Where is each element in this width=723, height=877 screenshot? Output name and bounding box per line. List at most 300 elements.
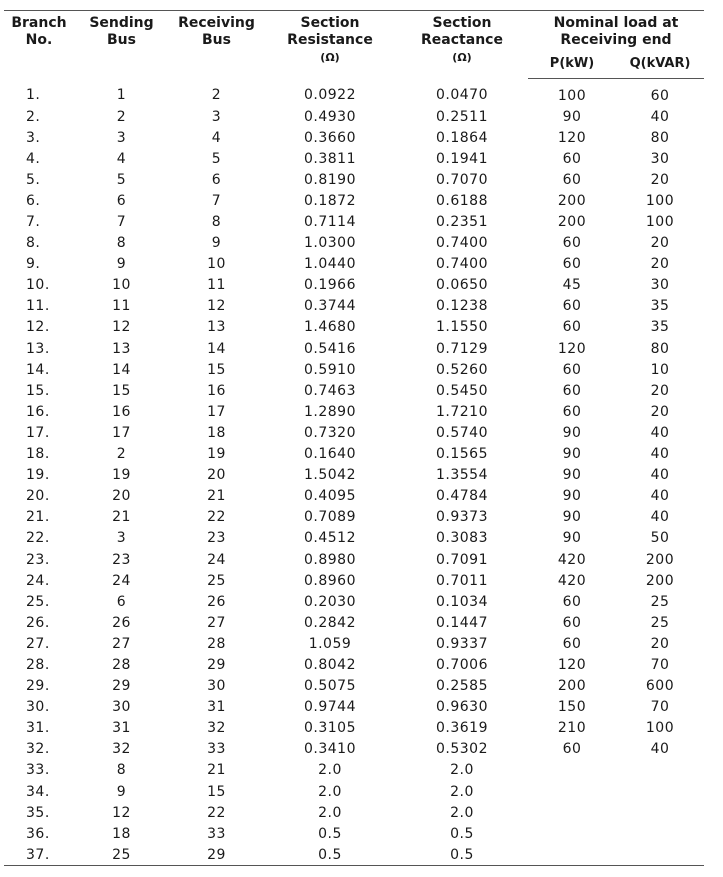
reactance-cell: 0.6188 <box>436 192 488 209</box>
sending-bus-cell: 27 <box>112 635 131 652</box>
resistance-cell: 0.3744 <box>304 298 356 315</box>
q-kvar-cell <box>616 802 704 823</box>
sending-bus-cell: 31 <box>112 720 131 737</box>
resistance-cell: 0.5416 <box>304 340 356 357</box>
q-kvar-cell: 40 <box>650 108 670 125</box>
receiving-bus-cell: 24 <box>207 551 226 568</box>
resistance-cell: 2.0 <box>318 783 342 800</box>
resistance-cell: 1.4680 <box>304 319 356 336</box>
resistance-cell: 0.1966 <box>304 277 356 294</box>
table-row <box>4 844 704 866</box>
sending-bus-cell: 6 <box>116 593 127 610</box>
reactance-cell: 0.7091 <box>436 551 488 568</box>
q-kvar-cell: 60 <box>650 87 670 104</box>
table-row <box>4 106 704 127</box>
reactance-cell: 1.3554 <box>436 467 488 484</box>
table-row <box>4 802 704 823</box>
q-kvar-cell: 35 <box>650 298 670 315</box>
reactance-cell: 0.1238 <box>436 298 488 315</box>
resistance-cell: 1.5042 <box>304 467 356 484</box>
p-kw-cell: 90 <box>562 467 582 484</box>
q-kvar-cell: 10 <box>650 361 670 378</box>
q-kvar-cell: 20 <box>650 171 670 188</box>
table-row <box>4 760 704 781</box>
table-row <box>4 654 704 675</box>
resistance-unit: (Ω) <box>320 51 340 64</box>
resistance-cell: 0.4930 <box>304 108 356 125</box>
receiving-bus-cell: 17 <box>207 403 226 420</box>
header-branch-no: Branch No. <box>4 11 74 79</box>
p-kw-cell: 60 <box>562 635 582 652</box>
resistance-cell: 0.4512 <box>304 530 356 547</box>
q-kvar-cell: 40 <box>650 488 670 505</box>
resistance-cell: 0.7089 <box>304 509 356 526</box>
branch-no-cell: 16. <box>26 403 50 420</box>
receiving-bus-cell: 11 <box>207 277 226 294</box>
receiving-bus-cell: 27 <box>207 614 226 631</box>
q-kvar-cell: 40 <box>650 467 670 484</box>
table-row <box>4 507 704 528</box>
header-sending-bus: Sending Bus <box>74 11 169 79</box>
branch-data-table <box>4 10 704 866</box>
p-kw-cell: 150 <box>557 699 587 716</box>
reactance-cell: 0.0470 <box>436 87 488 104</box>
receiving-bus-cell: 12 <box>207 298 226 315</box>
sending-bus-cell: 30 <box>112 699 131 716</box>
p-kw-cell: 90 <box>562 530 582 547</box>
p-kw-cell: 60 <box>562 171 582 188</box>
table-row <box>4 190 704 211</box>
branch-no-cell: 29. <box>26 678 50 695</box>
table-row <box>4 401 704 422</box>
resistance-cell: 0.8190 <box>304 171 356 188</box>
receiving-bus-cell: 13 <box>207 319 226 336</box>
table-row <box>4 676 704 697</box>
receiving-bus-cell: 15 <box>207 361 226 378</box>
sending-bus-cell: 29 <box>112 678 131 695</box>
branch-no-cell: 13. <box>26 340 50 357</box>
sending-bus-cell: 6 <box>116 192 127 209</box>
reactance-cell: 0.3619 <box>436 720 488 737</box>
sending-bus-cell: 12 <box>112 319 131 336</box>
resistance-cell: 2.0 <box>318 804 342 821</box>
resistance-cell: 0.3105 <box>304 720 356 737</box>
table-row <box>4 739 704 760</box>
sending-bus-cell: 20 <box>112 488 131 505</box>
sending-bus-cell: 16 <box>112 403 131 420</box>
resistance-cell: 0.5 <box>264 844 396 866</box>
table-header <box>4 11 704 79</box>
table-row <box>4 127 704 148</box>
sending-bus-cell: 9 <box>116 783 127 800</box>
table-row <box>4 233 704 254</box>
q-kvar-cell: 25 <box>650 593 670 610</box>
q-kvar-cell: 25 <box>650 614 670 631</box>
sending-bus-cell: 18 <box>112 825 131 842</box>
q-kvar-cell: 30 <box>650 277 670 294</box>
receiving-bus-cell: 16 <box>207 382 226 399</box>
receiving-bus-cell: 2 <box>211 87 222 104</box>
q-kvar-cell: 70 <box>650 699 670 716</box>
q-kvar-cell: 80 <box>650 129 670 146</box>
q-kvar-cell: 20 <box>650 235 670 252</box>
p-kw-cell: 60 <box>562 298 582 315</box>
q-kvar-cell: 35 <box>650 319 670 336</box>
q-kvar-cell: 20 <box>650 382 670 399</box>
q-kvar-cell: 80 <box>650 340 670 357</box>
resistance-cell: 0.1872 <box>304 192 356 209</box>
header-nominal-load: Nominal load at Receiving end <box>528 11 704 50</box>
q-kvar-cell <box>616 781 704 802</box>
reactance-cell: 0.7011 <box>436 572 488 589</box>
p-kw-cell: 60 <box>562 256 582 273</box>
branch-no-cell: 19. <box>26 467 50 484</box>
sending-bus-cell: 23 <box>112 551 131 568</box>
resistance-cell: 0.5910 <box>304 361 356 378</box>
resistance-cell: 0.0922 <box>304 87 356 104</box>
sending-bus-cell: 15 <box>112 382 131 399</box>
reactance-cell: 0.2511 <box>436 108 488 125</box>
resistance-cell: 0.7114 <box>304 214 356 231</box>
reactance-cell: 1.1550 <box>436 319 488 336</box>
p-kw-cell: 90 <box>562 488 582 505</box>
table-row <box>4 528 704 549</box>
p-kw-cell: 90 <box>562 446 582 463</box>
table-body <box>4 79 704 866</box>
reactance-cell: 0.9630 <box>436 699 488 716</box>
p-kw-cell: 90 <box>562 108 582 125</box>
branch-no-cell: 33. <box>26 762 50 779</box>
p-kw-cell: 120 <box>557 340 587 357</box>
resistance-cell: 1.0440 <box>304 256 356 273</box>
sending-bus-cell: 2 <box>116 446 127 463</box>
branch-no-cell: 9. <box>26 256 41 273</box>
p-kw-cell: 60 <box>562 741 582 758</box>
receiving-bus-cell: 32 <box>207 720 226 737</box>
q-kvar-cell: 200 <box>645 551 675 568</box>
reactance-cell: 0.1565 <box>436 446 488 463</box>
sending-bus-cell: 10 <box>112 277 131 294</box>
sending-bus-cell: 26 <box>112 614 131 631</box>
reactance-cell: 0.0650 <box>436 277 488 294</box>
reactance-cell: 2.0 <box>450 783 474 800</box>
q-kvar-cell: 600 <box>645 678 675 695</box>
branch-no-cell: 3. <box>26 129 41 146</box>
receiving-bus-cell: 23 <box>207 530 226 547</box>
table-row <box>4 781 704 802</box>
table-row <box>4 633 704 654</box>
p-kw-cell: 200 <box>557 192 587 209</box>
receiving-bus-cell: 8 <box>211 214 222 231</box>
p-kw-cell: 60 <box>562 319 582 336</box>
reactance-cell: 0.1864 <box>436 129 488 146</box>
receiving-bus-cell: 15 <box>207 783 226 800</box>
sending-bus-cell: 3 <box>116 129 127 146</box>
resistance-cell: 0.8980 <box>304 551 356 568</box>
resistance-cell: 1.2890 <box>304 403 356 420</box>
reactance-cell: 0.7129 <box>436 340 488 357</box>
reactance-cell: 2.0 <box>450 804 474 821</box>
resistance-cell: 0.8042 <box>304 656 356 673</box>
reactance-cell: 0.5260 <box>436 361 488 378</box>
reactance-cell: 0.5302 <box>436 741 488 758</box>
sending-bus-cell: 4 <box>116 150 127 167</box>
p-kw-cell: 120 <box>557 129 587 146</box>
receiving-bus-cell: 22 <box>207 804 226 821</box>
table-row <box>4 422 704 443</box>
receiving-bus-cell: 28 <box>207 635 226 652</box>
table-row <box>4 591 704 612</box>
sending-bus-cell: 32 <box>112 741 131 758</box>
sending-bus-cell: 24 <box>112 572 131 589</box>
q-kvar-cell <box>616 760 704 781</box>
branch-no-cell: 30. <box>26 699 50 716</box>
branch-no-cell: 18. <box>26 446 50 463</box>
p-kw-cell: 60 <box>562 382 582 399</box>
reactance-cell: 0.1941 <box>436 150 488 167</box>
receiving-bus-cell: 4 <box>211 129 222 146</box>
receiving-bus-cell: 25 <box>207 572 226 589</box>
sending-bus-cell: 17 <box>112 424 131 441</box>
q-kvar-cell: 40 <box>650 446 670 463</box>
resistance-cell: 0.1640 <box>304 446 356 463</box>
reactance-cell: 0.5740 <box>436 424 488 441</box>
q-kvar-cell: 40 <box>650 509 670 526</box>
table-row <box>4 317 704 338</box>
receiving-bus-cell: 10 <box>207 256 226 273</box>
resistance-cell: 0.3410 <box>304 741 356 758</box>
table-row <box>4 338 704 359</box>
receiving-bus-cell: 29 <box>207 656 226 673</box>
branch-no-cell: 6. <box>26 192 41 209</box>
reactance-cell: 0.7400 <box>436 256 488 273</box>
p-kw-cell <box>528 823 616 844</box>
sending-bus-cell: 11 <box>112 298 131 315</box>
table-row <box>4 486 704 507</box>
resistance-cell: 0.3660 <box>304 129 356 146</box>
p-kw-cell <box>528 781 616 802</box>
resistance-cell: 2.0 <box>318 762 342 779</box>
receiving-bus-cell: 29 <box>169 844 264 866</box>
q-kvar-cell: 30 <box>650 150 670 167</box>
table-row <box>4 549 704 570</box>
branch-data-table-container <box>4 10 704 866</box>
q-kvar-cell <box>616 823 704 844</box>
q-kvar-cell: 40 <box>650 741 670 758</box>
q-kvar-cell: 50 <box>650 530 670 547</box>
receiving-bus-cell: 7 <box>211 192 222 209</box>
reactance-cell: 2.0 <box>450 762 474 779</box>
sending-bus-cell: 13 <box>112 340 131 357</box>
sending-bus-cell: 14 <box>112 361 131 378</box>
receiving-bus-cell: 3 <box>211 108 222 125</box>
reactance-cell: 0.5450 <box>436 382 488 399</box>
branch-no-cell: 25. <box>26 593 50 610</box>
branch-no-cell: 22. <box>26 530 50 547</box>
reactance-unit: (Ω) <box>452 51 472 64</box>
branch-no-cell: 35. <box>26 804 50 821</box>
table-row <box>4 79 704 107</box>
branch-no-cell: 15. <box>26 382 50 399</box>
p-kw-cell: 90 <box>562 509 582 526</box>
p-kw-cell: 200 <box>557 678 587 695</box>
branch-no-cell: 34. <box>26 783 50 800</box>
resistance-cell: 0.9744 <box>304 699 356 716</box>
resistance-cell: 0.2842 <box>304 614 356 631</box>
p-kw-cell <box>528 802 616 823</box>
table-row <box>4 465 704 486</box>
resistance-cell: 0.3811 <box>304 150 356 167</box>
receiving-bus-cell: 20 <box>207 467 226 484</box>
branch-no-cell: 14. <box>26 361 50 378</box>
reactance-cell: 0.5 <box>396 844 528 866</box>
branch-no-cell: 17. <box>26 424 50 441</box>
branch-no-cell: 2. <box>26 108 41 125</box>
reactance-cell: 0.1447 <box>436 614 488 631</box>
q-kvar-cell: 40 <box>650 424 670 441</box>
resistance-label: Section Resistance <box>287 15 373 48</box>
p-kw-cell: 90 <box>562 424 582 441</box>
receiving-bus-cell: 19 <box>207 446 226 463</box>
receiving-bus-cell: 9 <box>211 235 222 252</box>
p-kw-cell: 60 <box>562 361 582 378</box>
branch-no-cell: 27. <box>26 635 50 652</box>
branch-no-cell: 24. <box>26 572 50 589</box>
reactance-cell: 0.2585 <box>436 678 488 695</box>
branch-no-cell: 32. <box>26 741 50 758</box>
reactance-cell: 0.4784 <box>436 488 488 505</box>
p-kw-cell <box>528 844 616 866</box>
reactance-cell: 0.7006 <box>436 656 488 673</box>
receiving-bus-cell: 14 <box>207 340 226 357</box>
reactance-cell: 0.3083 <box>436 530 488 547</box>
branch-no-cell: 36. <box>26 825 50 842</box>
table-row <box>4 570 704 591</box>
p-kw-cell: 60 <box>562 235 582 252</box>
header-receiving-bus: Receiving Bus <box>169 11 264 79</box>
table-row <box>4 359 704 380</box>
header-section-reactance <box>396 11 528 79</box>
table-row <box>4 296 704 317</box>
receiving-bus-cell: 21 <box>207 762 226 779</box>
reactance-cell: 1.7210 <box>436 403 488 420</box>
table-row <box>4 380 704 401</box>
sending-bus-cell: 12 <box>112 804 131 821</box>
branch-no-cell: 31. <box>26 720 50 737</box>
receiving-bus-cell: 26 <box>207 593 226 610</box>
table-row <box>4 612 704 633</box>
branch-no-cell: 8. <box>26 235 41 252</box>
resistance-cell: 0.8960 <box>304 572 356 589</box>
table-row <box>4 444 704 465</box>
resistance-cell: 1.059 <box>308 635 352 652</box>
reactance-cell: 0.7400 <box>436 235 488 252</box>
p-kw-cell: 100 <box>557 87 587 104</box>
sending-bus-cell: 25 <box>74 844 169 866</box>
resistance-cell: 0.5 <box>318 825 342 842</box>
q-kvar-cell <box>616 844 704 866</box>
table-row <box>4 254 704 275</box>
sending-bus-cell: 21 <box>112 509 131 526</box>
sending-bus-cell: 7 <box>116 214 127 231</box>
sending-bus-cell: 28 <box>112 656 131 673</box>
header-q-kvar: Q(kVAR) <box>616 49 704 79</box>
q-kvar-cell: 20 <box>650 635 670 652</box>
reactance-cell: 0.5 <box>450 825 474 842</box>
branch-no-cell: 5. <box>26 171 41 188</box>
p-kw-cell <box>528 760 616 781</box>
p-kw-cell: 60 <box>562 593 582 610</box>
sending-bus-cell: 8 <box>116 235 127 252</box>
p-kw-cell: 60 <box>562 614 582 631</box>
q-kvar-cell: 20 <box>650 403 670 420</box>
reactance-cell: 0.7070 <box>436 171 488 188</box>
table-row <box>4 211 704 232</box>
branch-no-cell: 1. <box>26 87 41 104</box>
q-kvar-cell: 200 <box>645 572 675 589</box>
p-kw-cell: 120 <box>557 656 587 673</box>
resistance-cell: 0.5075 <box>304 678 356 695</box>
q-kvar-cell: 100 <box>645 214 675 231</box>
q-kvar-cell: 70 <box>650 656 670 673</box>
p-kw-cell: 45 <box>562 277 582 294</box>
sending-bus-cell: 3 <box>116 530 127 547</box>
p-kw-cell: 200 <box>557 214 587 231</box>
sending-bus-cell: 5 <box>116 171 127 188</box>
receiving-bus-cell: 22 <box>207 509 226 526</box>
header-p-kw: P(kW) <box>528 49 616 79</box>
p-kw-cell: 420 <box>557 551 587 568</box>
reactance-cell: 0.9337 <box>436 635 488 652</box>
branch-no-cell: 21. <box>26 509 50 526</box>
p-kw-cell: 60 <box>562 403 582 420</box>
receiving-bus-cell: 33 <box>207 741 226 758</box>
receiving-bus-cell: 33 <box>207 825 226 842</box>
resistance-cell: 0.2030 <box>304 593 356 610</box>
branch-no-cell: 10. <box>26 277 50 294</box>
branch-no-cell: 26. <box>26 614 50 631</box>
table-row <box>4 718 704 739</box>
p-kw-cell: 420 <box>557 572 587 589</box>
branch-no-cell: 12. <box>26 319 50 336</box>
sending-bus-cell: 9 <box>116 256 127 273</box>
sending-bus-cell: 19 <box>112 467 131 484</box>
q-kvar-cell: 20 <box>650 256 670 273</box>
resistance-cell: 1.0300 <box>304 235 356 252</box>
header-section-resistance <box>264 11 396 79</box>
resistance-cell: 0.7320 <box>304 424 356 441</box>
branch-no-cell: 20. <box>26 488 50 505</box>
branch-no-cell: 4. <box>26 150 41 167</box>
reactance-cell: 0.1034 <box>436 593 488 610</box>
branch-no-cell: 28. <box>26 656 50 673</box>
resistance-cell: 0.4095 <box>304 488 356 505</box>
receiving-bus-cell: 30 <box>207 678 226 695</box>
branch-no-cell: 23. <box>26 551 50 568</box>
branch-no-cell: 7. <box>26 214 41 231</box>
reactance-cell: 0.9373 <box>436 509 488 526</box>
receiving-bus-cell: 18 <box>207 424 226 441</box>
table-row <box>4 275 704 296</box>
sending-bus-cell: 2 <box>116 108 127 125</box>
q-kvar-cell: 100 <box>645 192 675 209</box>
sending-bus-cell: 8 <box>116 762 127 779</box>
p-kw-cell: 210 <box>557 720 587 737</box>
branch-no-cell: 11. <box>26 298 50 315</box>
receiving-bus-cell: 5 <box>211 150 222 167</box>
receiving-bus-cell: 31 <box>207 699 226 716</box>
p-kw-cell: 60 <box>562 150 582 167</box>
